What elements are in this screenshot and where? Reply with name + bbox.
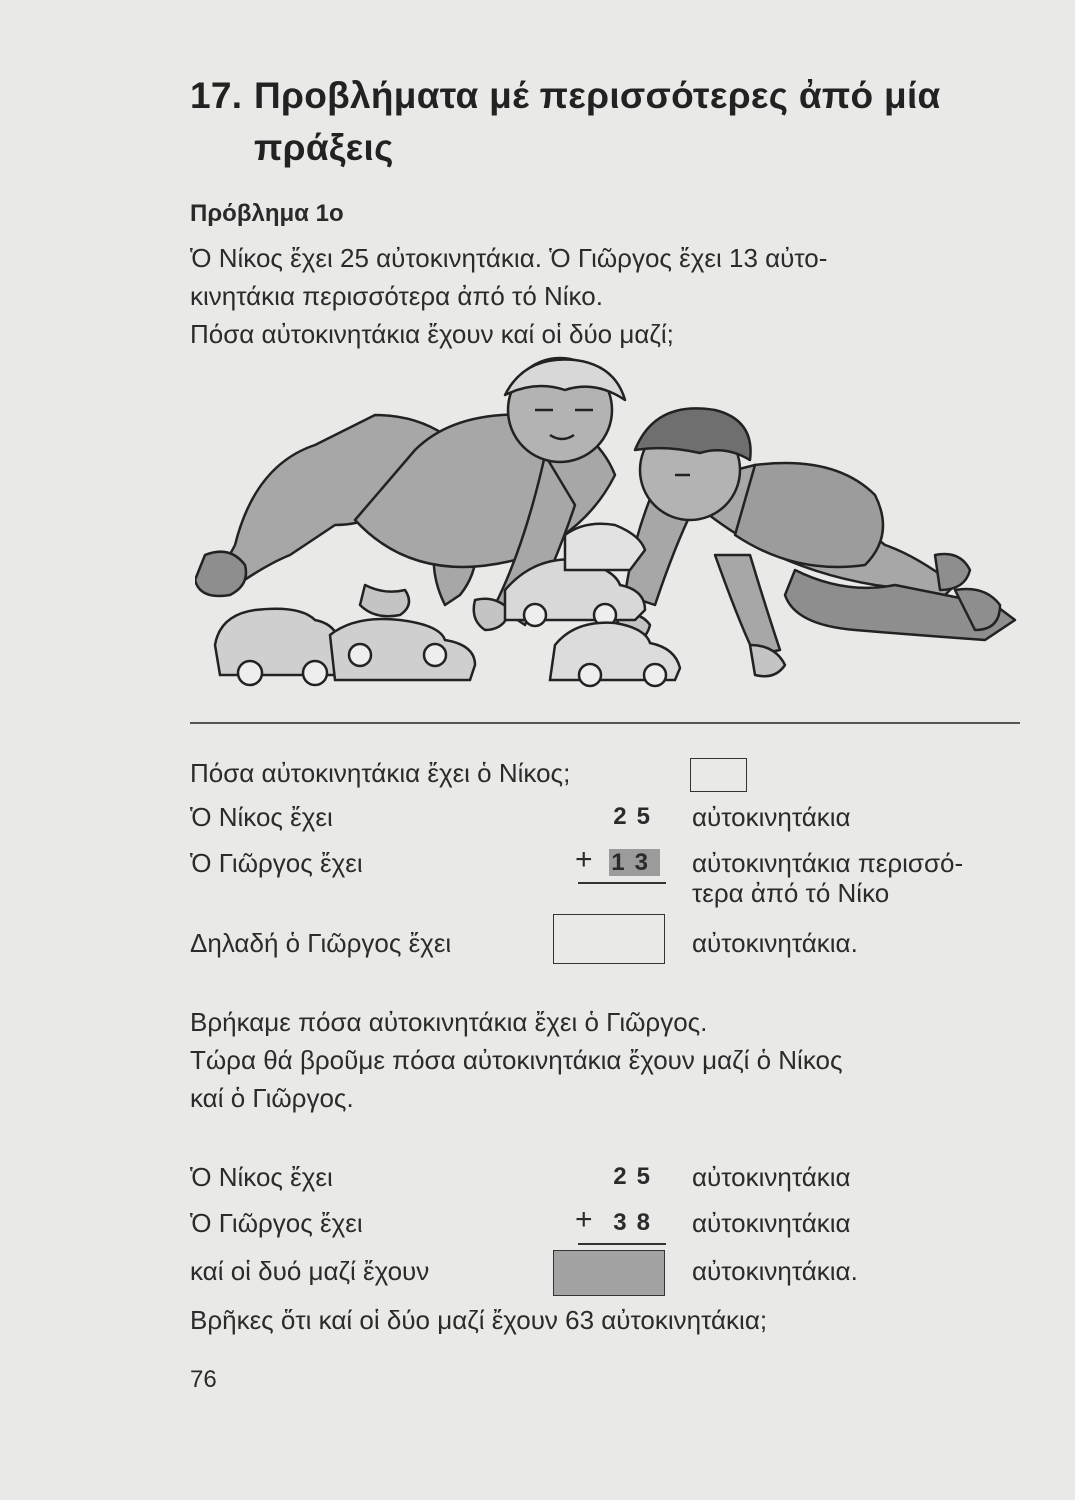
check-question: Βρῆκες ὅτι καί οἱ δύο μαζί ἔχουν 63 αὐτοκινητάκια;: [190, 1305, 768, 1335]
step1-row1-unit: αὐτοκινητάκια: [692, 802, 851, 832]
chapter-title-line1: Προβλήματα μέ περισσότερες ἀπό μία: [254, 75, 941, 116]
step2-row1-number: 25: [613, 1163, 660, 1190]
chapter-number: 17.: [190, 75, 243, 116]
step1-row1-label: Ὁ Νίκος ἔχει: [190, 802, 333, 832]
chapter-title-line2: πράξεις: [254, 127, 394, 168]
step1-row2-number: [570, 846, 660, 880]
problem-text-line2: κινητάκια περισσότερα ἀπό τό Νίκο.: [190, 281, 603, 311]
step1-question: Πόσα αὐτοκινητάκια ἔχει ὁ Νίκος;: [190, 758, 571, 788]
step2-result-unit: αὐτοκινητάκια.: [692, 1256, 858, 1286]
shaded-addend: 13: [611, 849, 658, 876]
sum-line: [578, 882, 666, 884]
answer-box-giorgos[interactable]: [553, 914, 665, 964]
chapter-title: [190, 70, 1010, 174]
page-number: 76: [190, 1366, 217, 1393]
step2-row2-number: 38: [613, 1209, 660, 1236]
two-boys-playing-with-toy-cars-illustration: [195, 355, 1025, 715]
step1-result-unit: αὐτοκινητάκια.: [692, 928, 858, 958]
step2-row2-unit: αὐτοκινητάκια: [692, 1208, 851, 1238]
section-divider: [190, 722, 1020, 724]
step1-row1-number: 25: [613, 803, 660, 830]
transition-line1: Βρήκαμε πόσα αὐτοκινητάκια ἔχει ὁ Γιῶργος.: [190, 1007, 708, 1037]
step2-row1-unit: αὐτοκινητάκια: [692, 1162, 851, 1192]
step2-plus-sign: +: [575, 1203, 593, 1236]
answer-box-total[interactable]: [553, 1250, 665, 1296]
step2-row1-label: Ὁ Νίκος ἔχει: [190, 1162, 333, 1192]
problem-question: Πόσα αὐτοκινητάκια ἔχουν καί οἱ δύο μαζί;: [190, 319, 674, 349]
step1-plus-sign: +: [575, 843, 593, 876]
step1-row2-label: Ὁ Γιῶργος ἔχει: [190, 848, 363, 878]
answer-box-nikos[interactable]: [690, 758, 747, 792]
transition-line2: Τώρα θά βροῦμε πόσα αὐτοκινητάκια ἔχουν μαζί ὁ Νίκος: [190, 1045, 843, 1075]
step1-row2-unit-line2: τερα ἀπό τό Νίκο: [692, 878, 890, 908]
problem-heading: Πρόβλημα 1ο: [190, 200, 344, 227]
transition-line3: καί ὁ Γιῶργος.: [190, 1083, 354, 1113]
step2-result-label: καί οἱ δυό μαζί ἔχουν: [190, 1256, 430, 1286]
step1-result-label: Δηλαδή ὁ Γιῶργος ἔχει: [190, 928, 452, 958]
step1-row2-unit-line1: αὐτοκινητάκια περισσό-: [692, 848, 964, 878]
step2-row2-label: Ὁ Γιῶργος ἔχει: [190, 1208, 363, 1238]
problem-text-line1: Ὁ Νίκος ἔχει 25 αὐτοκινητάκια. Ὁ Γιῶργος ἔχει 13 αὐτο-: [190, 243, 828, 273]
sum-line-2: [578, 1243, 666, 1245]
